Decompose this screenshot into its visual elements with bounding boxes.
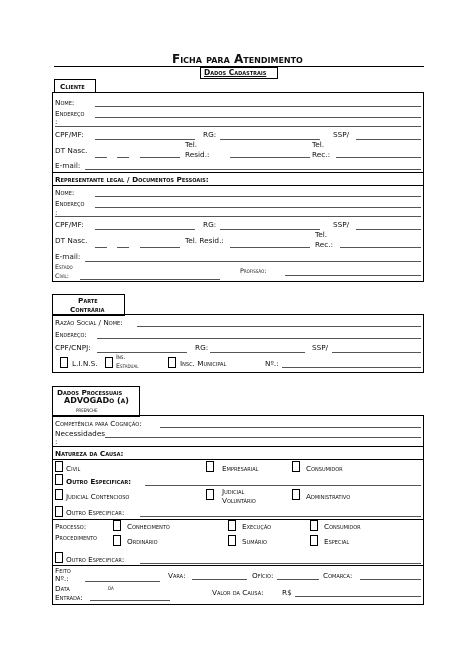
representante-box bbox=[52, 172, 424, 282]
rep-rec-label: Rec.: bbox=[315, 240, 334, 249]
rep-dtnasc-day[interactable] bbox=[95, 247, 107, 248]
rep-cpf-field[interactable] bbox=[95, 229, 195, 230]
processo-top-rule bbox=[52, 519, 424, 520]
rep-tel-rec-field[interactable] bbox=[340, 247, 421, 248]
natureza-civil-label: Civil bbox=[66, 464, 81, 473]
rep-estado-label: Estado bbox=[55, 263, 73, 271]
parte-cpf-field[interactable] bbox=[97, 352, 187, 353]
conhecimento-label: Conhecimento bbox=[127, 522, 170, 531]
natureza-empresarial-checkbox[interactable] bbox=[206, 461, 214, 472]
oficio-label: Ofício: bbox=[252, 571, 274, 580]
valor-causa-currency: R$ bbox=[282, 588, 292, 597]
sumario-checkbox[interactable] bbox=[228, 535, 236, 546]
representante-header: Representante legal / Documentos Pessoais: bbox=[55, 175, 209, 184]
parte-endereco-field[interactable] bbox=[97, 338, 421, 339]
data-entrada-field[interactable] bbox=[90, 600, 170, 601]
cliente-email-label: E-mail: bbox=[55, 161, 81, 170]
cliente-nome-label: Nome: bbox=[55, 98, 75, 107]
parte-ins-estadual-checkbox[interactable] bbox=[105, 357, 113, 368]
sumario-label: Sumário bbox=[242, 537, 267, 546]
rep-civil-label: Civil: bbox=[55, 272, 69, 280]
rep-endereco-label: Endereço bbox=[55, 199, 85, 208]
natureza-outro-label: Outro Especificar: bbox=[66, 477, 132, 486]
judicial-label: Judicial bbox=[222, 487, 245, 496]
parte-ssp-field[interactable] bbox=[332, 352, 421, 353]
rep-dtnasc-label: DT Nasc. bbox=[55, 236, 88, 245]
judicial-contencioso-checkbox[interactable] bbox=[55, 489, 63, 500]
rep-endereco-field-2[interactable] bbox=[55, 216, 421, 217]
conhecimento-checkbox[interactable] bbox=[113, 520, 121, 531]
tipo-outro-label: Outro Especificar: bbox=[66, 508, 125, 517]
data-label: Data bbox=[55, 584, 70, 593]
cliente-ssp-label: SSP/ bbox=[333, 130, 350, 139]
tipo-outro-checkbox[interactable] bbox=[55, 506, 63, 517]
necessidades-label: Necessidades bbox=[55, 429, 106, 438]
natureza-empresarial-label: Empresarial bbox=[222, 464, 259, 473]
feito-no-label: Nº.: bbox=[55, 574, 69, 583]
cliente-endereco-field-2[interactable] bbox=[55, 126, 421, 127]
administrativo-checkbox[interactable] bbox=[292, 489, 300, 500]
cliente-box bbox=[52, 92, 424, 173]
parte-insc-municipal-checkbox[interactable] bbox=[168, 357, 176, 368]
parte-ins-label: Ins. bbox=[116, 353, 126, 361]
natureza-outro-field[interactable] bbox=[145, 485, 421, 486]
natureza-civil-checkbox[interactable] bbox=[55, 461, 63, 472]
vara-label: Vara: bbox=[168, 571, 186, 580]
parte-ssp-label: SSP/ bbox=[312, 343, 329, 352]
rep-ssp-label: SSP/ bbox=[333, 220, 350, 229]
judicial-contencioso-label: Judicial Contencioso bbox=[66, 492, 130, 501]
oficio-field[interactable] bbox=[277, 579, 319, 580]
ordinario-label: Ordinário bbox=[127, 537, 158, 546]
cliente-tab-label: Cliente bbox=[60, 82, 85, 91]
parte-insc-municipal-label: Insc. Municipal bbox=[180, 359, 227, 368]
parte-endereco-label: Endereço: bbox=[55, 330, 87, 339]
comarca-field[interactable] bbox=[360, 579, 421, 580]
feito-no-field[interactable] bbox=[85, 581, 160, 582]
parte-no-label: Nº.: bbox=[265, 359, 279, 368]
rep-endereco-field[interactable] bbox=[95, 207, 421, 208]
cliente-nome-field[interactable] bbox=[95, 106, 421, 107]
processuais-tab-label-2: ADVOGADo (a) bbox=[64, 396, 129, 405]
execucao-label: Execução bbox=[242, 522, 272, 531]
cliente-tel2-label: Tel. bbox=[312, 140, 325, 149]
cliente-dtnasc-month[interactable] bbox=[117, 157, 129, 158]
competencia-label: Competência para Cognição: bbox=[55, 419, 142, 428]
processuais-tab-label-3: preenche bbox=[76, 406, 98, 414]
procedimento-outro-field[interactable] bbox=[140, 563, 421, 564]
cliente-endereco-field[interactable] bbox=[95, 117, 421, 118]
feito-top-rule bbox=[52, 565, 424, 566]
natureza-label: Natureza da Causa: bbox=[55, 449, 124, 458]
parte-rg-label: RG: bbox=[195, 343, 209, 352]
cliente-ssp-field[interactable] bbox=[356, 139, 421, 140]
natureza-outro-checkbox[interactable] bbox=[55, 474, 63, 485]
parte-no-field[interactable] bbox=[282, 367, 421, 368]
competencia-field[interactable] bbox=[160, 427, 421, 428]
rep-ssp-field[interactable] bbox=[356, 229, 421, 230]
rep-dtnasc-year[interactable] bbox=[140, 247, 180, 248]
parte-lins-label: L.I.N.S. bbox=[72, 359, 98, 368]
rep-tel-label: Tel. bbox=[315, 230, 328, 239]
ordinario-checkbox[interactable] bbox=[113, 535, 121, 546]
cliente-cpf-field[interactable] bbox=[95, 139, 195, 140]
cliente-rec-label: Rec.: bbox=[312, 150, 331, 159]
page-title: Ficha para Atendimento bbox=[172, 52, 303, 66]
data-entrada-label: Entrada: bbox=[55, 593, 83, 602]
feito-label: Feito bbox=[55, 566, 71, 575]
rep-profissao-field[interactable] bbox=[285, 275, 421, 276]
procedimento-label: Procedimento bbox=[55, 533, 97, 542]
rep-endereco-colon: : bbox=[55, 208, 58, 217]
rep-cpf-label: CPF/MF: bbox=[55, 220, 84, 229]
page-subtitle: Dados Cadastrais bbox=[204, 68, 267, 77]
especial-checkbox[interactable] bbox=[310, 535, 318, 546]
processuais-tab-label-1: Dados Processuais bbox=[57, 388, 123, 397]
cliente-rg-label: RG: bbox=[203, 130, 217, 139]
cliente-endereco-label: Endereço bbox=[55, 109, 85, 118]
rep-tel-resid-label: Tel. Resid.: bbox=[185, 236, 224, 245]
execucao-checkbox[interactable] bbox=[228, 520, 236, 531]
parte-estadual-label: Estadual bbox=[116, 362, 139, 370]
cliente-resid-label: Resid.: bbox=[185, 150, 210, 159]
rep-nome-field[interactable] bbox=[95, 196, 421, 197]
rep-estado-civil-field[interactable] bbox=[80, 279, 220, 280]
processo-consumidor-checkbox[interactable] bbox=[310, 520, 318, 531]
parte-rg-field[interactable] bbox=[210, 352, 305, 353]
comarca-label: Comarca: bbox=[323, 571, 353, 580]
parte-razao-label: Razão Social / Nome: bbox=[55, 318, 123, 327]
rep-rg-label: RG: bbox=[203, 220, 217, 229]
cliente-email-field[interactable] bbox=[85, 169, 421, 170]
processo-label: Processo: bbox=[55, 522, 87, 531]
cliente-tel-label: Tel. bbox=[185, 140, 198, 149]
especial-label: Especial bbox=[324, 537, 350, 546]
parte-razao-field[interactable] bbox=[137, 326, 421, 327]
cliente-endereco-colon: : bbox=[55, 117, 58, 126]
cliente-tel-rec-field[interactable] bbox=[336, 157, 421, 158]
procedimento-outro-checkbox[interactable] bbox=[55, 552, 63, 563]
judicial-voluntario-checkbox[interactable] bbox=[206, 489, 214, 500]
cliente-dtnasc-day[interactable] bbox=[95, 157, 107, 158]
natureza-consumidor-label: Consumidor bbox=[306, 464, 343, 473]
natureza-bottom-rule bbox=[52, 459, 424, 460]
necessidades-field[interactable] bbox=[105, 437, 421, 438]
parte-tab-label-1: Parte bbox=[78, 296, 98, 305]
rep-rg-field[interactable] bbox=[220, 229, 320, 230]
cliente-cpf-label: CPF/MF: bbox=[55, 130, 84, 139]
rep-nome-label: Nome: bbox=[55, 188, 75, 197]
cliente-rg-field[interactable] bbox=[220, 139, 320, 140]
rep-profissao-label: Profissão: bbox=[240, 267, 267, 275]
rep-email-label: E-mail: bbox=[55, 252, 81, 261]
processo-consumidor-label: Consumidor bbox=[324, 522, 361, 531]
rep-dtnasc-month[interactable] bbox=[117, 247, 129, 248]
tipo-outro-field[interactable] bbox=[140, 516, 421, 517]
natureza-top-rule bbox=[52, 446, 424, 447]
data-da-label: da bbox=[108, 584, 114, 592]
rep-email-field[interactable] bbox=[85, 261, 421, 262]
necessidades-colon: : bbox=[55, 437, 58, 446]
cliente-dtnasc-label: DT Nasc. bbox=[55, 146, 88, 155]
parte-cpf-label: CPF/CNPJ: bbox=[55, 343, 91, 352]
administrativo-label: Administrativo bbox=[306, 492, 351, 501]
cliente-tel-resid-field[interactable] bbox=[230, 157, 310, 158]
procedimento-outro-label: Outro Especificar: bbox=[66, 555, 125, 564]
cliente-dtnasc-year[interactable] bbox=[140, 157, 180, 158]
parte-lins-checkbox[interactable] bbox=[60, 357, 68, 368]
vara-field[interactable] bbox=[192, 579, 247, 580]
parte-tab-label-2: Contrária bbox=[70, 305, 105, 314]
rep-tel-resid-field[interactable] bbox=[230, 247, 310, 248]
representante-header-rule bbox=[52, 185, 424, 186]
voluntario-label: Voluntário bbox=[222, 496, 256, 505]
valor-causa-label: Valor da Causa: bbox=[212, 588, 264, 597]
natureza-consumidor-checkbox[interactable] bbox=[292, 461, 300, 472]
valor-causa-field[interactable] bbox=[295, 596, 421, 597]
